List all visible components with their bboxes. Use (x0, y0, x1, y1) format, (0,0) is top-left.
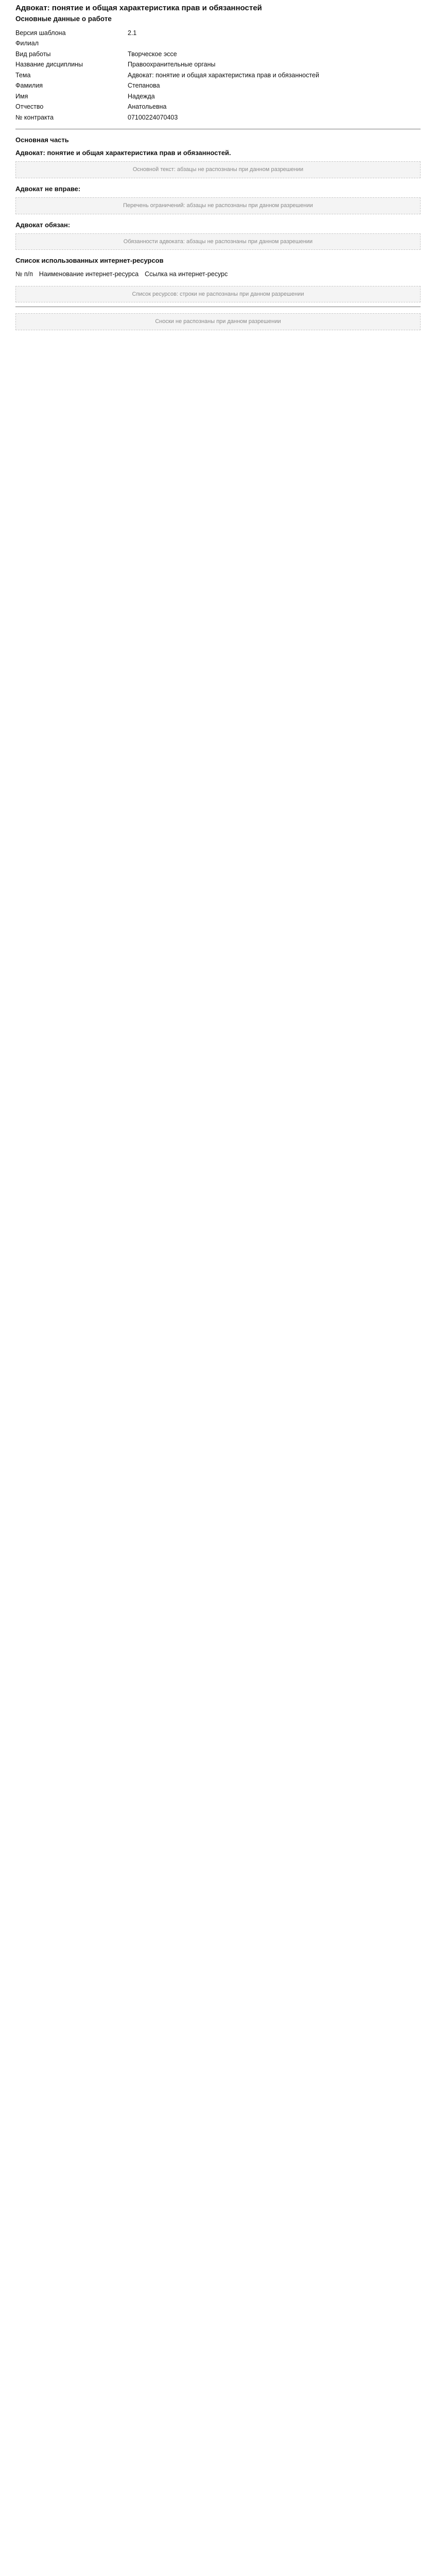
meta-label: Имя (15, 92, 28, 100)
meta-value: Надежда (128, 92, 155, 100)
refs-placeholder: Список ресурсов: строки не распознаны при данном разрешении (15, 286, 421, 303)
meta-value: Адвокат: понятие и общая характеристика прав и обязанностей (128, 71, 319, 79)
lawyer-placeholder: Перечень ограничений: абзацы не распознаны при данном разрешении (15, 197, 421, 214)
refs-col-number: № п/п (15, 270, 33, 278)
meta-label: Отчество (15, 103, 44, 111)
document-subtitle: Основные данные о работе (15, 14, 112, 23)
meta-value: Анатольевна (128, 103, 167, 111)
main-heading: Основная часть (15, 136, 69, 144)
meta-table (15, 28, 323, 123)
meta-value: 07100224070403 (128, 113, 178, 121)
main-section (15, 161, 421, 178)
meta-row (15, 112, 323, 123)
main-title: Адвокат: понятие и общая характеристика прав и обязанностей. (15, 149, 231, 157)
meta-row (15, 59, 323, 70)
meta-row (15, 28, 323, 39)
refs-table (15, 269, 234, 280)
meta-label: Фамилия (15, 82, 43, 90)
main-placeholder: Основной текст: абзацы не распознаны при данном разрешении (15, 161, 421, 178)
meta-label: Тема (15, 71, 31, 79)
lawyer-heading: Адвокат не вправе: (15, 184, 81, 193)
meta-value: Правоохранительные органы (128, 61, 216, 69)
meta-row (15, 49, 323, 60)
meta-label: Филиал (15, 40, 39, 47)
meta-label: Название дисциплины (15, 61, 83, 69)
meta-value: Степанова (128, 82, 160, 90)
meta-value: 2.1 (128, 29, 137, 37)
meta-label: Вид работы (15, 50, 51, 58)
meta-row (15, 101, 323, 112)
meta-value: Творческое эссе (128, 50, 177, 58)
duties-heading: Адвокат обязан: (15, 221, 71, 229)
lawyer-section (15, 197, 421, 214)
duties-section (15, 233, 421, 250)
document-title: Адвокат: понятие и общая характеристика прав и обязанностей (15, 4, 262, 12)
meta-label: № контракта (15, 113, 54, 121)
meta-table-body (15, 28, 323, 123)
meta-value (128, 38, 323, 49)
meta-label: Версия шаблона (15, 29, 66, 37)
refs-col-link: Ссылка на интернет-ресурс (145, 270, 228, 278)
meta-row (15, 91, 323, 102)
refs-header-row (15, 269, 234, 280)
duties-placeholder: Обязанности адвоката: абзацы не распознаны при данном разрешении (15, 233, 421, 250)
footnotes-placeholder: Сноски не распознаны при данном разрешении (15, 313, 421, 330)
meta-row (15, 70, 323, 81)
meta-row (15, 80, 323, 91)
refs-col-name: Наименование интернет-ресурса (39, 270, 139, 278)
refs-title: Список использованных интернет-ресурсов (15, 257, 164, 265)
meta-row (15, 38, 323, 49)
